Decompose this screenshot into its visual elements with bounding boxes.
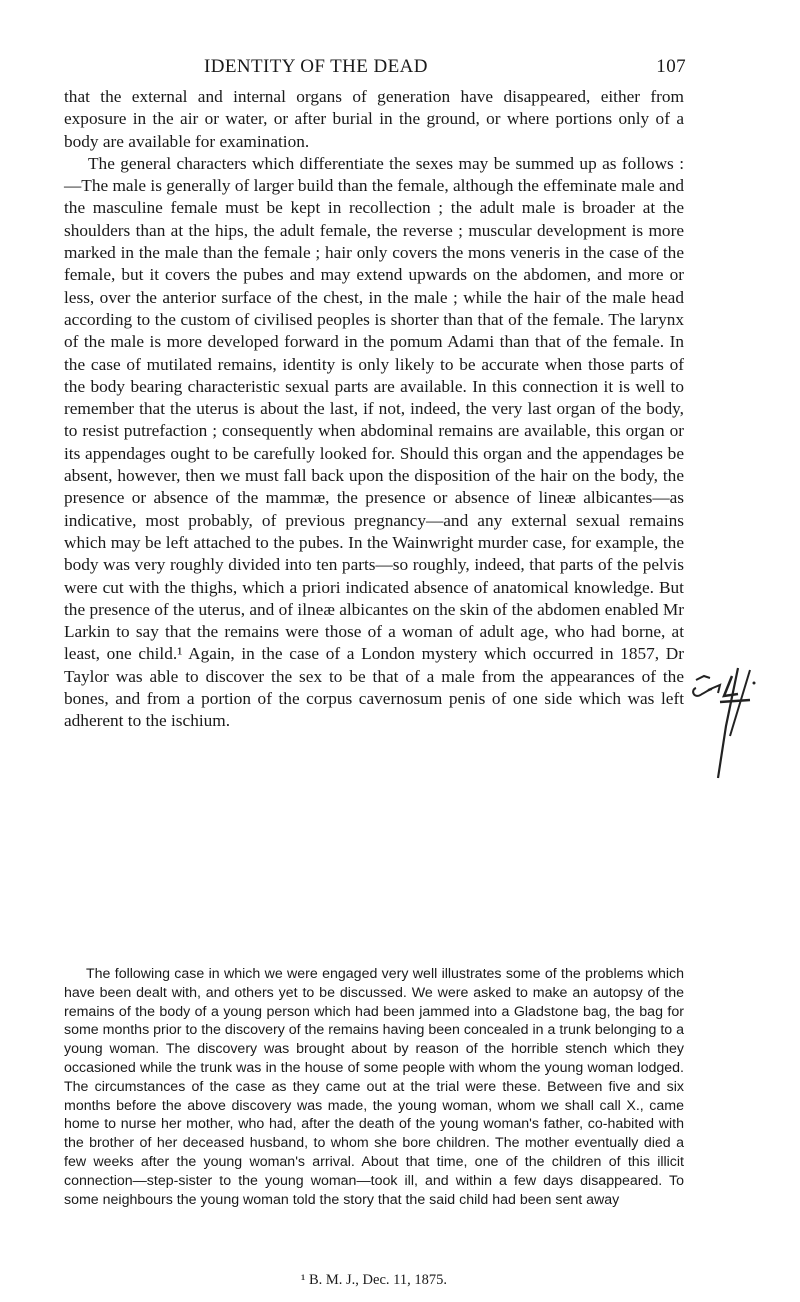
- page-header: [64, 56, 686, 80]
- case-study-text: [64, 965, 684, 1209]
- case-paragraph: The following case in which we were engaged very well illustrates some of the problems which have been dealt with, and others yet to be discussed. We were asked to make an autopsy of the remains of the body of a young person which had been jammed into a Gladstone bag, the bag for some months prior to the discovery of the remains having been concealed in a trunk belonging to a young woman. The discovery was brought about by reason of the horrible stench which they occasioned while the trunk was in the house of some people with whom the young woman lodged. The circumstances of the case as they came out at the trial were these. Between five and six months before the above discovery was made, the young woman, whom we shall call X., came home to nurse her mother, who had, after the death of the young woman's father, co-habited with the brother of her deceased husband, to whom she bore children. The mother eventually died a few weeks after the young woman's arrival. About that time, one of the children of this illicit connection—step-sister to the young woman—took ill, and within a few days disappeared. To some neighbours the young woman told the story that the said child had been sent away: [64, 966, 684, 1208]
- paragraph-continued: that the external and internal organs of generation have disappeared, either from exposure in the air or water, or after burial in the ground, or where portions only of a body are available for examination.: [64, 87, 684, 151]
- footnote: ¹ B. M. J., Dec. 11, 1875.: [301, 1272, 447, 1288]
- page-number: 107: [656, 56, 686, 77]
- running-head: IDENTITY OF THE DEAD: [204, 56, 428, 77]
- main-text: [64, 86, 684, 733]
- handwritten-margin-annotation: [690, 666, 790, 786]
- paragraph-sex-characters: The general characters which differentiate the sexes may be summed up as follows :—The male is generally of larger build than the female, although the effeminate male and the masculine female must be kept in recollection ; the adult male is broader at the shoulders than at the hips, the adult female, the reverse ; muscular development is more marked in the male than the female ; hair only covers the mons veneris in the case of the female, but it covers the pubes and may extend upwards on the abdomen, and more or less, over the anterior surface of the chest, in the male ; while the hair of the male head according to the custom of civilised peoples is shorter than that of the female. The larynx of the male is more developed forward in the pomum Adami than that of the female. In the case of mutilated remains, identity is only likely to be accurate when those parts of the body bearing characteristic sexual parts are available. In this connection it is well to remember that the uterus is about the last, if not, indeed, the very last organ of the body, to resist putrefaction ; consequently when abdominal remains are available, this organ or its appendages ought to be carefully looked for. Should this organ and the appendages be absent, however, then we must fall back upon the disposition of the hair on the body, the presence or absence of the mammæ, the presence or absence of lineæ albicantes—as indicative, most probably, of previous pregnancy—and any external sexual remains which may be left attached to the pubes. In the Wainwright murder case, for example, the body was very roughly divided into ten parts—so roughly, indeed, that parts of the pelvis were cut with the thighs, which a priori indicated absence of anatomical knowledge. But the presence of the uterus, and of ilneæ albicantes on the skin of the abdomen enabled Mr Larkin to say that the remains were those of a woman of adult age, who had borne, at least, one child.¹ Again, in the case of a London mystery which occurred in 1857, Dr Taylor was able to discover the sex to be that of a male from the appearances of the bones, and from a portion of the corpus cavernosum penis of one side which was left adherent to the ischium.: [64, 153, 684, 731]
